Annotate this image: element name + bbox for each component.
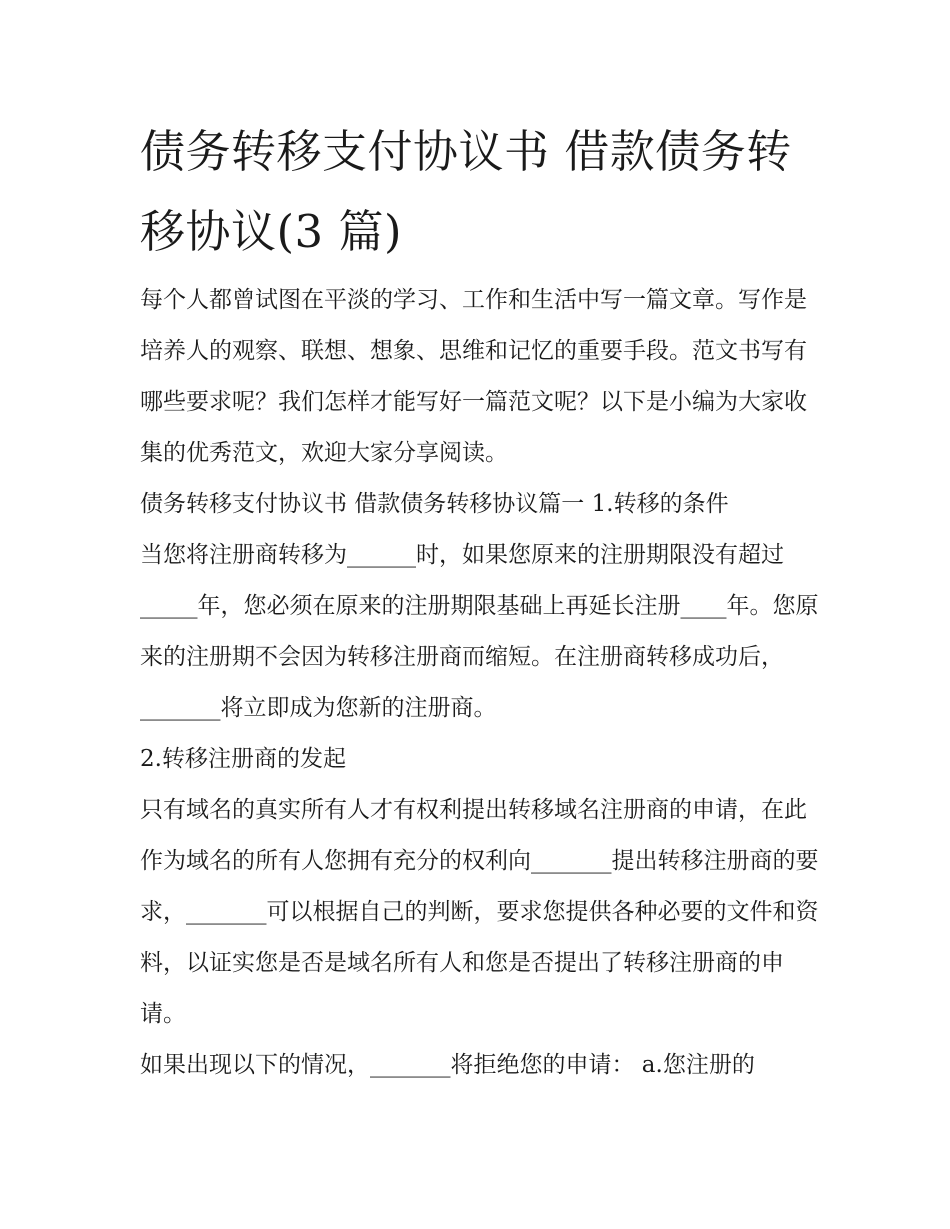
intro-paragraph: 每个人都曾试图在平淡的学习、工作和生活中写一篇文章。写作是培养人的观察、联想、想象、思维和记忆的重要手段。范文书写有哪些要求呢？我们怎样才能写好一篇范文呢？以下是小编为大家收集的优秀范文，欢迎大家分享阅读。 bbox=[140, 287, 807, 466]
transfer-initiation-paragraph: 只有域名的真实所有人才有权利提出转移域名注册商的申请，在此作为域名的所有人您拥有充分的权利向_______提出转移注册商的要求，_______可以根据自己的判断，要求您提供各种必要的文件和资料，以证实您是否是域名所有人和您是否提出了转移注册商的申请。 bbox=[140, 797, 819, 1027]
transfer-conditions-paragraph: 当您将注册商转移为______时，如果您原来的注册期限没有超过_____年，您必须在原来的注册期限基础上再延长注册____年。您原来的注册期不会因为转移注册商而缩短。在注册商转移成功后，_______将立即成为您新的注册商。 bbox=[140, 542, 819, 721]
section-heading-1: 债务转移支付协议书 借款债务转移协议篇一 1.转移的条件 bbox=[140, 491, 729, 517]
document-title: 债务转移支付协议书 借款债务转移协议(3 篇) bbox=[140, 125, 792, 258]
rejection-conditions-paragraph: 如果出现以下的情况，_______将拒绝您的申请： a.您注册的 bbox=[140, 1052, 755, 1078]
section-heading-2: 2.转移注册商的发起 bbox=[140, 746, 346, 772]
document-body bbox=[140, 275, 820, 1091]
